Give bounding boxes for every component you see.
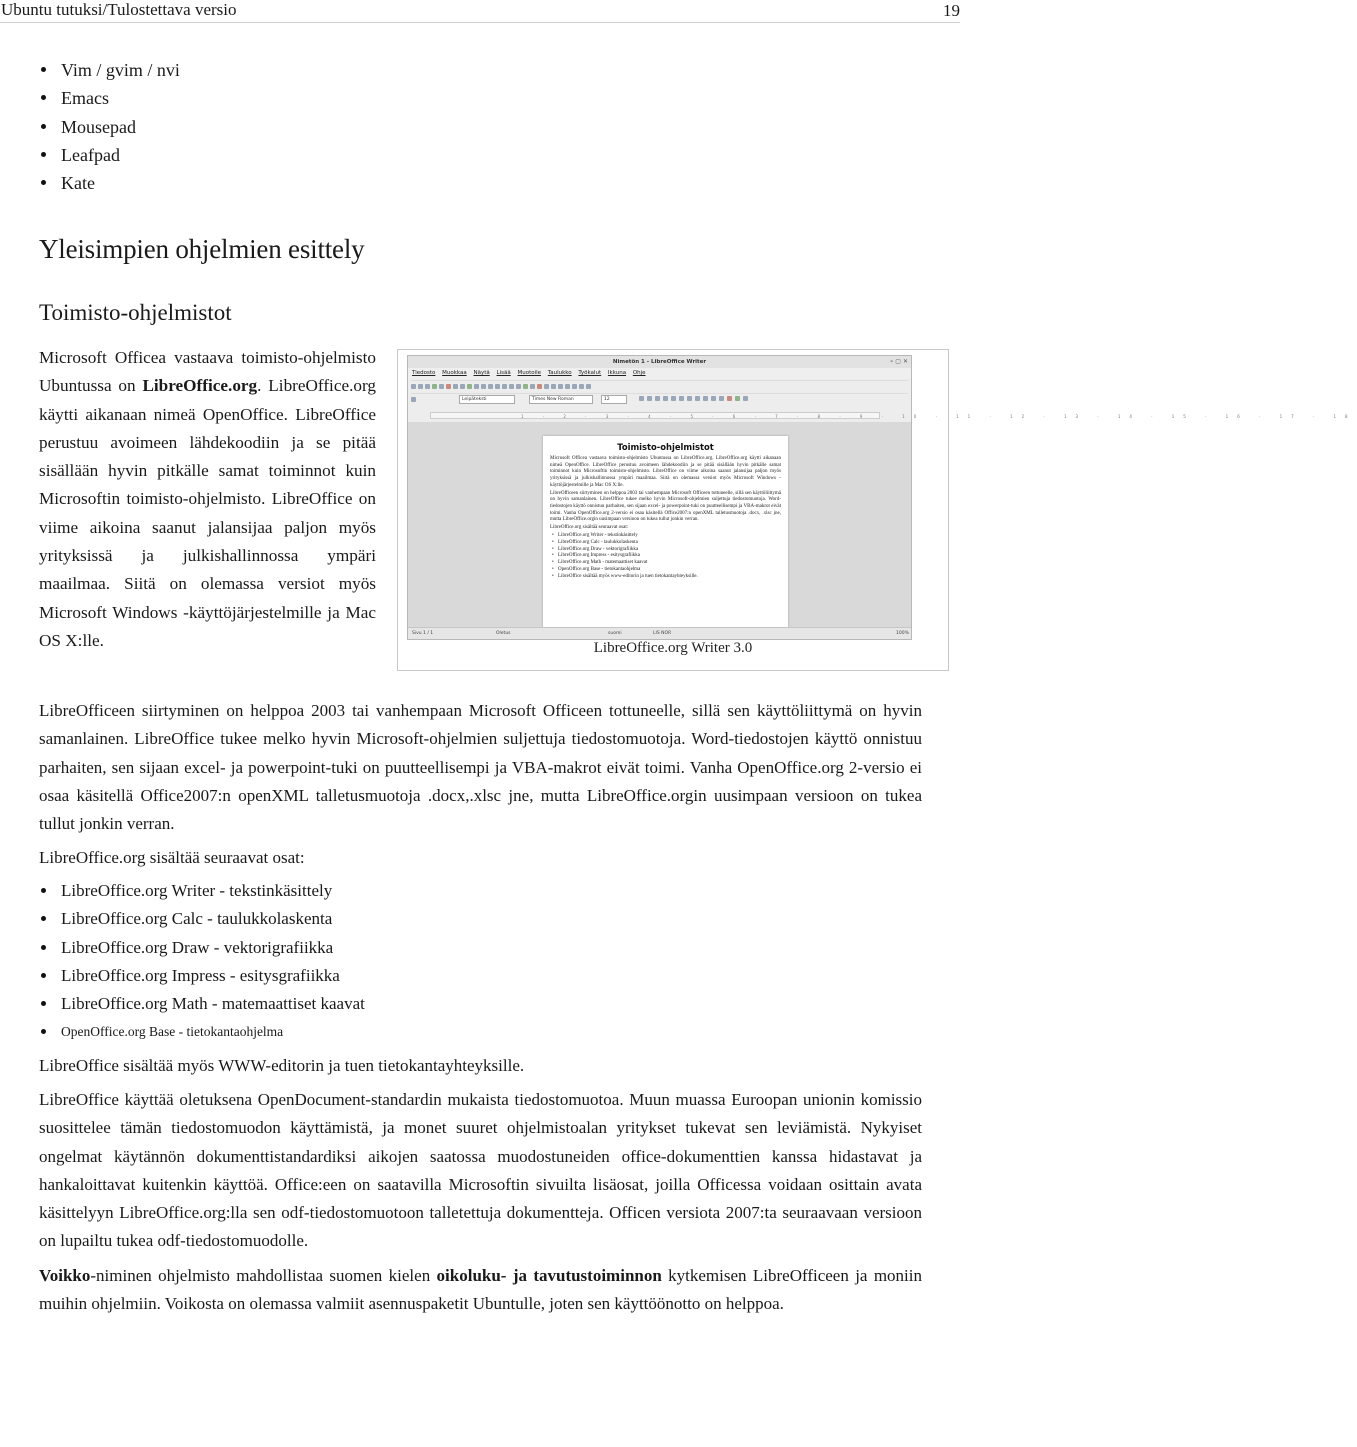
justify-icon [687, 396, 692, 401]
doc-list-item: • LibreOffice.org Calc - taulukkolaskenta [558, 540, 781, 547]
menu-item: Muotoile [517, 370, 542, 376]
doc-list-item: • LibreOffice.org Impress - esitysgrafiikka [558, 553, 781, 560]
menu-item: Ikkuna [607, 370, 627, 376]
highlight-icon [735, 396, 740, 401]
intro-text-1: Microsoft Officea vastaava toimisto-ohjelmisto Ubuntussa on [39, 348, 376, 396]
list-item: Vim / gvim / nvi [39, 56, 180, 84]
list-item: LibreOffice.org Impress - esitysgrafiikka [39, 962, 539, 990]
help-icon [586, 384, 591, 389]
table-icon [530, 384, 535, 389]
status-insert-mode: LIS NOR [653, 631, 672, 636]
status-page: Sivu 1 / 1 [412, 631, 434, 636]
status-language: suomi [608, 631, 622, 636]
menu-item: Näytä [473, 370, 490, 376]
editor-list [39, 56, 180, 197]
list-item: LibreOffice.org Math - matemaattiset kaavat [39, 990, 539, 1018]
numbering-icon [695, 396, 700, 401]
www-paragraph: LibreOffice sisältää myös WWW-editorin ja tuen tietokantayhteyksille. [39, 1056, 525, 1075]
window-controls: – ▢ ✕ [890, 358, 908, 365]
nonprinting-chars-icon [572, 384, 577, 389]
bold-icon [639, 396, 644, 401]
paragraph-style-box: Leipäteksti [459, 395, 515, 404]
doc-list-item: • LibreOffice.org Math - matemaattiset kaavat [558, 560, 781, 567]
new-icon [411, 384, 416, 389]
bullets-icon [703, 396, 708, 401]
figure-caption: LibreOffice.org Writer 3.0 [593, 640, 753, 656]
mail-icon [432, 384, 437, 389]
align-right-icon [679, 396, 684, 401]
doc-paragraph: LibreOffice.org sisältää seuraavat osat: [550, 525, 629, 531]
menu-item: Ohje [632, 370, 646, 376]
background-color-icon [743, 396, 748, 401]
status-page-style: Oletus [496, 631, 511, 636]
underline-icon [655, 396, 660, 401]
cut-icon [481, 384, 486, 389]
list-item: LibreOffice.org Draw - vektorigrafiikka [39, 934, 539, 962]
datasources-icon [565, 384, 570, 389]
indent-increase-icon [719, 396, 724, 401]
list-item: LibreOffice.org Calc - taulukkolaskenta [39, 905, 539, 933]
parts-list [39, 877, 539, 1047]
menu-item: Lisää [496, 370, 511, 376]
format-paintbrush-icon [502, 384, 507, 389]
copy-icon [488, 384, 493, 389]
menu-item: Tiedosto [412, 370, 436, 376]
open-icon [418, 384, 423, 389]
doc-list-item: • LibreOffice.org Writer - tekstinkäsittely [558, 533, 781, 540]
document-page [543, 436, 788, 636]
formatting-toolbar [411, 393, 908, 405]
navigator-icon [551, 384, 556, 389]
doc-list-item: • OpenOffice.org Base - tietokantaohjelma [558, 567, 781, 574]
parts-intro: LibreOffice.org sisältää seuraavat osat: [39, 848, 305, 867]
italic-icon [647, 396, 652, 401]
menu-bar [408, 368, 911, 379]
preview-icon [460, 384, 465, 389]
zoom-icon [579, 384, 584, 389]
print-icon [453, 384, 458, 389]
voikko-text-2: kytkemisen LibreOfficeen ja moniin muihin ohjelmiin. Voikosta on olemassa valmiit asennuspaketit Ubuntulle, joten sen käyttöönotto on helppoa. [39, 1266, 922, 1314]
menu-item: Taulukko [547, 370, 572, 376]
screenshot-figure [397, 349, 1357, 671]
indent-decrease-icon [711, 396, 716, 401]
window-titlebar [408, 356, 911, 368]
align-center-icon [671, 396, 676, 401]
running-title: Ubuntu tutuksi/Tulostettava versio [1, 0, 237, 19]
intro-bold: LibreOffice.org [142, 376, 258, 396]
styles-icon [411, 397, 416, 402]
status-zoom: 100% [896, 631, 909, 636]
transition-paragraph: LibreOfficeen siirtyminen on helppoa 2003 tai vanhempaan Microsoft Officeen tottuneelle, sillä sen käyttöliittymä on hyvin samanlainen. LibreOffice tukee melko hyvin Microsoft-ohjelmien suljettuja tiedostomuotoja. Word-tiedostojen käyttö onnistuu parhaiten, sen sijaan excel- ja powerpoint-tuki on puutteellisempi ja VBA-makrot eivät toimi. Vanha OpenOffice.org 2-versio ei osaa käsitellä Office2007:n openXML talletusmuotoja .docx,.xlsc jne, mutta LibreOffice.orgin uusimpaan versioon on tukea tullut jonkin verran. [39, 701, 922, 834]
page-header [0, 0, 960, 23]
list-item: Leafpad [39, 141, 180, 169]
list-item: LibreOffice.org Writer - tekstinkäsittely [39, 877, 539, 905]
list-item: Emacs [39, 84, 180, 112]
subsection-heading: Toimisto-ohjelmistot [39, 300, 232, 325]
doc-paragraph: Microsoft Officea vastaava toimisto-ohjelmisto Ubuntussa on LibreOffice.org. LibreOffice.org käytti aikanaan nimeä OpenOffice. LibreOffice perustuu avoimeen lähdekoodiin ja se pitää sisällään hyvin pitkälle samat toiminnot kuin Microsoftin toimisto-ohjelmisto. LibreOffice on viime aikoina saanut jalansijaa paljon myös yrityksissä ja julkishallinnossa ympäri maailmaa. Siitä on olemassa versiot myös Microsoft Windows -käyttöjärjestelmille ja Mac OS X:lle. [550, 456, 781, 488]
font-color-icon [727, 396, 732, 401]
font-name-box: Times New Roman [529, 395, 593, 404]
window-title: Nimetön 1 - LibreOffice Writer [612, 359, 707, 365]
doc-title: Toimisto-ohjelmistot [617, 442, 714, 452]
section-heading: Yleisimpien ohjelmien esittely [39, 234, 365, 264]
show-draw-icon [537, 384, 542, 389]
voikko-bold-feature: oikoluku- ja tavutustoiminnon [436, 1266, 662, 1285]
doc-list [550, 533, 781, 581]
document-canvas [408, 422, 911, 628]
autospell-icon [474, 384, 479, 389]
intro-text-2: . LibreOffice.org käytti aikanaan nimeä OpenOffice. LibreOffice perustuu avoimeen lähdekoodiin ja se pitää sisällään hyvin pitkälle samat toiminnot kuin Microsoftin toimisto-ohjelmisto. LibreOffice on viime aikoina saanut jalansijaa paljon myös yrityksissä ja julkishallinnossa ympäri maailmaa. Siitä on olemassa versiot myös Microsoft Windows -käyttöjärjestelmille ja Mac OS X:lle. [39, 376, 376, 650]
find-icon [544, 384, 549, 389]
menu-item: Muokkaa [442, 370, 467, 376]
voikko-text-1: -niminen ohjelmisto mahdollistaa suomen kielen [90, 1266, 437, 1285]
align-left-icon [663, 396, 668, 401]
intro-paragraph [39, 344, 376, 655]
doc-paragraph: LibreOfficeen siirtyminen on helppoa 2003 tai vanhempaan Microsoft Officeen tottuneelle, sillä sen käyttöliittymä on hyvin samanlainen. LibreOffice tukee melko hyvin Microsoft-ohjelmien suljettuja tiedostomuotoja. Word-tiedostojen käyttö onnistuu parhaiten, sen sijaan excel- ja powerpoint-tuki on puutteellisempi ja VBA-makrot eivät toimi. Vanha OpenOffice.org 2-versio ei osaa käsitellä Office2007:n openXML talletusmuotoja .docx, .xlsc jne, mutta LibreOffice.orgin uusimpaan versioon on tukea tullut jonkin verran. [550, 490, 781, 523]
menu-item: Työkalut [578, 370, 602, 376]
pdf-icon [446, 384, 451, 389]
hyperlink-icon [523, 384, 528, 389]
undo-icon [509, 384, 514, 389]
status-bar [408, 627, 911, 639]
edit-icon [439, 384, 444, 389]
list-item: OpenOffice.org Base - tietokantaohjelma [39, 1018, 539, 1046]
voikko-bold: Voikko [39, 1266, 91, 1285]
gallery-icon [558, 384, 563, 389]
paste-icon [495, 384, 500, 389]
doc-list-item: • LibreOffice.org Draw - vektorigrafiikka [558, 547, 781, 554]
doc-list-item: • LibreOffice sisältää myös www-editorin ja tuen tietokantayhteyksille. [558, 574, 781, 581]
font-size-box: 12 [601, 395, 627, 404]
standard-toolbar [411, 380, 908, 392]
list-item: Mousepad [39, 113, 180, 141]
writer-screenshot [407, 355, 1357, 640]
page-number: 19 [943, 1, 960, 20]
horizontal-ruler: 1 · 2 · 3 · 4 · 5 · 6 · 7 · 8 · 9 · 10 · 11 · 12 · 13 · 14 · 15 · 16 · 17 · 18 [430, 412, 880, 419]
odf-paragraph: LibreOffice käyttää oletuksena OpenDocument-standardin mukaista tiedostomuotoa. Muun muassa Euroopan unionin komissio suosittelee tämän tiedostomuodon käyttämistä, ja monet suuret ohjelmistoalan yritykset tukevat sen leviämistä. Nykyiset ongelmat käytännön dokumenttistandardiksi aikojen saatossa muodostuneiden office-dokumenttien kanssa hidastavat ja hankaloittavat kuitenkin käyttöä. Office:een on saatavilla Microsoftin sivuilta lisäosat, joilla Officessa voidaan osittain avata käsittelyyn LibreOffice.org:lla sen odf-tiedostomuotoon talletettuja dokumentteja. Officen versiota 2007:ta seuraavaan versioon on lupailtu tukea odf-tiedostomuodolle. [39, 1090, 922, 1251]
list-item: Kate [39, 169, 180, 197]
voikko-paragraph [39, 1262, 922, 1319]
spellcheck-icon [467, 384, 472, 389]
redo-icon [516, 384, 521, 389]
save-icon [425, 384, 430, 389]
